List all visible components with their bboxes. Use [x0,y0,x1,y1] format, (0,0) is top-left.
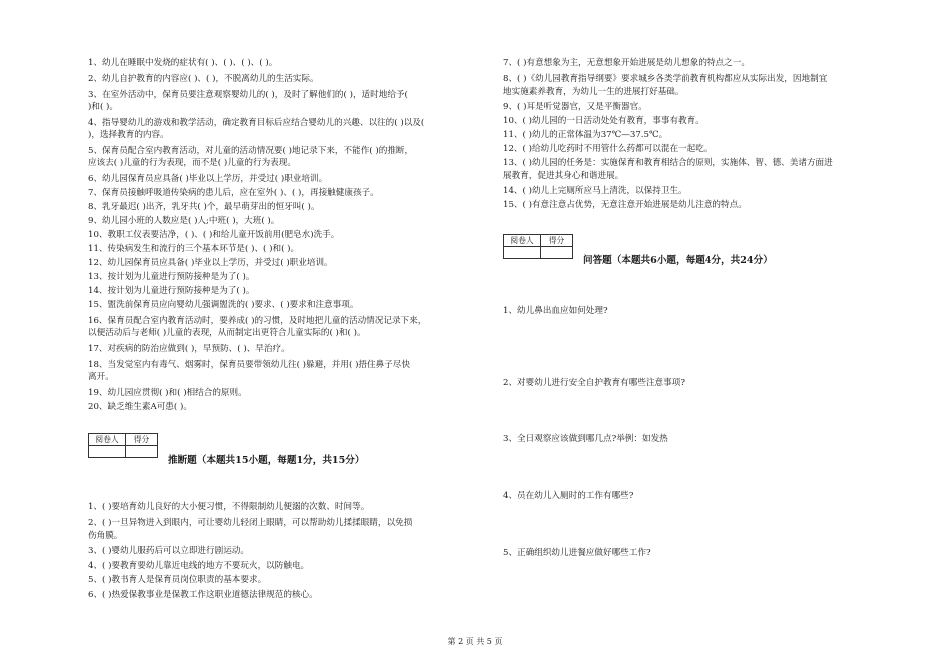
fill-q6: 6、幼儿园保育员应具备( )毕业以上学历，并受过( )职业培训。 [88,174,328,184]
fill-q12: 12、幼儿园保育员应具备( )毕业以上学历，并受过( )职业培训。 [88,258,333,268]
fill-q13: 13、按计划为儿童进行预防接种是为了( )。 [88,272,255,282]
fill-q3-cont: )和( )。 [88,102,118,112]
judge-q15: 15、( )有意注意占优势，无意注意开始进展是幼儿注意的特点。 [503,200,747,210]
judge-q10: 10、( )幼儿园的一日活动处处有教育，事事有教育。 [503,116,704,126]
judge-q6: 6、( )热爱保教事业是保教工作这职业道德法律规范的核心。 [88,590,318,600]
judge-q2-cont: 伤角膜。 [88,531,123,541]
reviewer-cell[interactable] [89,446,126,458]
fill-q16-cont: 以便活动后与老师( )儿童的表现，从而制定出更符合儿童实际的( )和( )。 [88,328,366,338]
judge-q13-cont: 展教育，促进其身心和谐进展。 [503,171,624,181]
judge-q7: 7、( )有意想象为主，无意想象开始进展是幼儿想象的特点之一。 [503,58,750,68]
fill-q15: 15、盥洗前保育员应向婴幼儿强调盥洗的( )要求、( )要求和注意事项。 [88,300,359,310]
fill-q19: 19、幼儿园应贯彻( )和( )相结合的原则。 [88,388,247,398]
score-cell[interactable] [126,446,158,458]
fill-q20: 20、缺乏维生素A可患( )。 [88,402,192,412]
fill-q4-cont: )，选择教育的内容。 [88,130,169,140]
judge-q8-cont: 地实施素养教育，为幼儿一生的进展打好基础。 [503,87,684,97]
fill-q4: 4、指导婴幼儿的游戏和教学活动，确定教育目标后应结合婴幼儿的兴趣、以往的( )以及( [88,118,425,128]
fill-q3: 3、在室外活动中，保育员要注意观察婴幼儿的( )，及时了解他们的( )，适时地给予( [88,90,408,100]
score-cell[interactable] [541,247,573,259]
fill-q18: 18、当发觉室内有毒气、烟雾时，保育员要带领幼儿往( )躲避，并用( )捂住鼻子尽快 [88,360,410,370]
judge-q3: 3、( )婴幼儿服药后可以立即进行剧运动。 [88,546,249,556]
fill-q9: 9、幼儿园小班的人数应是( )人;中班( )，大班( )。 [88,216,280,226]
fill-q10: 10、教职工仪表要洁净，( )、( )和给儿童开饭前用(肥皂水)洗手。 [88,230,340,240]
qa-section-heading: 问答题（本题共6小题，每题4分，共24分） [583,255,773,266]
qa-q5: 5、正确组织幼儿进餐应做好哪些工作? [503,548,651,558]
judge-q13: 13、( )幼儿园的任务是：实施保育和教育相结合的原则，实施体、智、德、美诸方面进 [503,158,833,168]
judge-q2: 2、( )一旦异物进入到眼内，可让婴幼儿轻闭上眼睛，可以帮助幼儿揉揉眼睛，以免损 [88,518,413,528]
score-label: 得分 [541,235,573,247]
qa-q1: 1、幼儿鼻出血应如何处理? [503,306,608,316]
reviewer-label: 阅卷人 [504,235,541,247]
judge-section-heading: 推断题（本题共15小题，每题1分，共15分） [168,455,365,466]
page-footer: 第 2 页 共 5 页 [447,637,503,646]
fill-q8: 8、乳牙最迟( )出齐，乳牙共( )个，最早萌芽出的恒牙叫( )。 [88,202,320,212]
judge-score-table [88,433,158,458]
fill-q5: 5、保育员配合室内教育活动，对儿童的活动情况要( )地记录下来，不能作( )的推断， [88,146,414,156]
qa-q4: 4、员在幼儿入厕时的工作有哪些? [503,491,634,501]
fill-q1: 1、幼儿在睡眠中发烧的症状有( )、( )、( )、( )。 [88,58,278,68]
fill-q5-cont: 应该去( )儿童的行为表现，而不是( )儿童的行为表现。 [88,158,296,168]
fill-q7: 7、保育员接触呼吸道传染病的患儿后，应在室外( )、( )，再接触健康孩子。 [88,188,379,198]
reviewer-cell[interactable] [504,247,541,259]
qa-q2: 2、对婴幼儿进行安全自护教育有哪些注意事项? [503,378,685,388]
judge-q9: 9、( )耳是听觉器官，又是平衡器官。 [503,102,647,112]
fill-q17: 17、对疾病的防治应做到( )，早预防、( )、早治疗。 [88,344,290,354]
fill-q2: 2、幼儿自护教育的内容应( )、( )，不脱离幼儿的生活实际。 [88,74,319,84]
judge-q4: 4、( )要教育要幼儿靠近电线的地方不要玩火，以防触电。 [88,561,310,571]
judge-q11: 11、( )幼儿的正常体温为37℃—37.5℃。 [503,130,668,140]
fill-q11: 11、传染病发生和流行的三个基本环节是( )、( )和( )。 [88,244,300,254]
judge-q8: 8、( )《幼儿园教育指导纲要》要求城乡各类学前教育机构都应从实际出发，因地制宜 [503,74,828,84]
qa-q3: 3、全日观察应该做到哪几点?举例：如发热 [503,434,668,444]
fill-q18-cont: 离开。 [88,372,114,382]
judge-q14: 14、( )幼儿上完厕所应马上清洗，以保持卫生。 [503,186,687,196]
judge-q1: 1、( )要培育幼儿良好的大小便习惯，不得限制幼儿便溺的次数、时间等。 [88,502,370,512]
reviewer-label: 阅卷人 [89,434,126,446]
judge-q12: 12、( )给幼儿吃药时不用管什么药都可以混在一起吃。 [503,144,713,154]
judge-q5: 5、( )教书育人是保育员岗位职责的基本要求。 [88,575,267,585]
fill-q16: 16、保育员配合室内教育活动时，要养成( )的习惯，及时地把儿童的活动情况记录下来， [88,316,427,326]
score-label: 得分 [126,434,158,446]
qa-score-table [503,234,573,259]
fill-q14: 14、按计划为儿童进行预防接种是为了( )。 [88,286,255,296]
